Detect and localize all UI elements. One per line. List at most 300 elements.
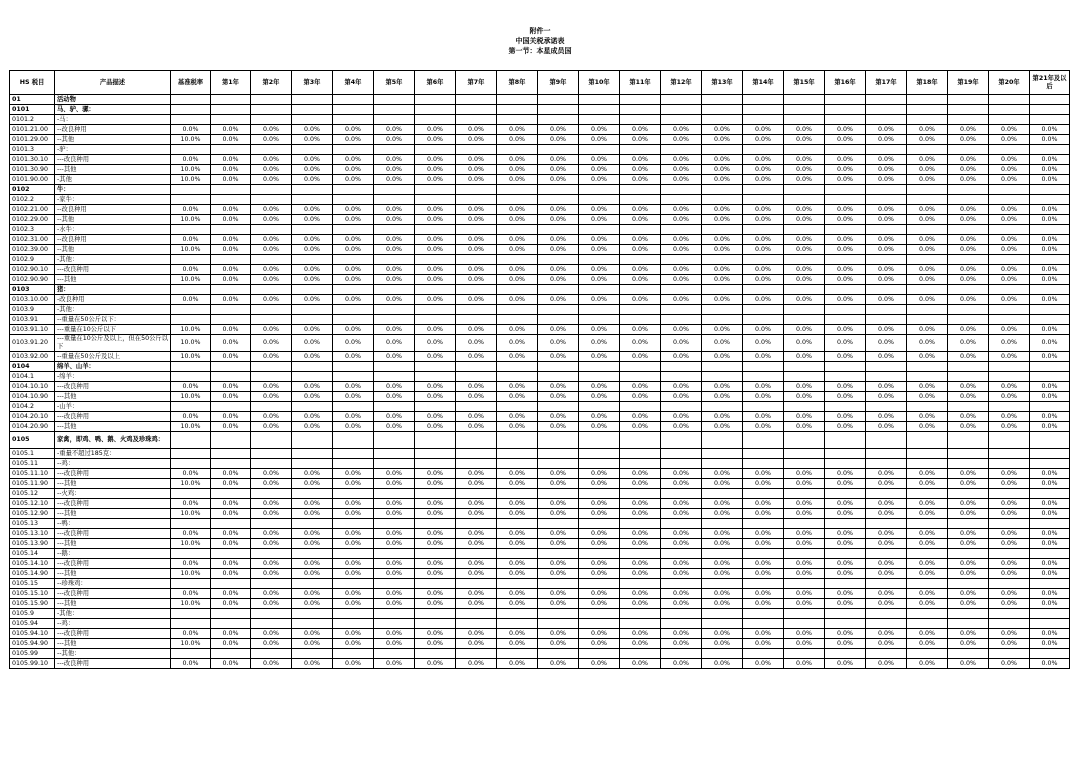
year-rate-cell xyxy=(743,315,784,325)
product-description-cell: ---其他 xyxy=(55,569,171,579)
year-rate-cell xyxy=(456,255,497,265)
year-rate-cell xyxy=(702,115,743,125)
year-rate-cell xyxy=(620,362,661,372)
column-header: 第12年 xyxy=(661,71,702,95)
year-rate-cell: 0.0% xyxy=(415,175,456,185)
year-rate-cell: 0.0% xyxy=(989,559,1030,569)
year-rate-cell xyxy=(538,255,579,265)
year-rate-cell: 0.0% xyxy=(661,639,702,649)
year-rate-cell: 0.0% xyxy=(579,559,620,569)
product-description-cell: ---其他 xyxy=(55,392,171,402)
year-rate-cell: 0.0% xyxy=(251,155,292,165)
year-rate-cell xyxy=(784,489,825,499)
year-rate-cell xyxy=(456,489,497,499)
year-rate-cell xyxy=(497,362,538,372)
year-rate-cell xyxy=(866,609,907,619)
year-rate-cell: 0.0% xyxy=(907,589,948,599)
base-rate-cell: 0.0% xyxy=(171,205,211,215)
year-rate-cell: 0.0% xyxy=(784,412,825,422)
year-rate-cell: 0.0% xyxy=(374,589,415,599)
year-rate-cell xyxy=(456,115,497,125)
year-rate-cell: 0.0% xyxy=(251,382,292,392)
year-rate-cell: 0.0% xyxy=(374,529,415,539)
year-rate-cell: 0.0% xyxy=(333,479,374,489)
year-rate-cell: 0.0% xyxy=(1030,295,1070,305)
table-row xyxy=(10,629,1070,639)
base-rate-cell: 10.0% xyxy=(171,639,211,649)
year-rate-cell xyxy=(866,519,907,529)
year-rate-cell xyxy=(538,185,579,195)
year-rate-cell xyxy=(620,305,661,315)
year-rate-cell xyxy=(292,315,333,325)
year-rate-cell: 0.0% xyxy=(251,589,292,599)
table-row xyxy=(10,175,1070,185)
year-rate-cell xyxy=(866,449,907,459)
year-rate-cell: 0.0% xyxy=(1030,539,1070,549)
year-rate-cell: 0.0% xyxy=(702,175,743,185)
year-rate-cell: 0.0% xyxy=(743,639,784,649)
year-rate-cell: 0.0% xyxy=(784,235,825,245)
base-rate-cell xyxy=(171,115,211,125)
table-row xyxy=(10,402,1070,412)
year-rate-cell: 0.0% xyxy=(374,205,415,215)
hs-code-cell: 0101.30.10 xyxy=(10,155,55,165)
year-rate-cell: 0.0% xyxy=(784,335,825,352)
year-rate-cell xyxy=(538,195,579,205)
year-rate-cell: 0.0% xyxy=(743,422,784,432)
year-rate-cell xyxy=(538,225,579,235)
year-rate-cell xyxy=(702,402,743,412)
year-rate-cell: 0.0% xyxy=(784,215,825,225)
year-rate-cell: 0.0% xyxy=(415,629,456,639)
product-description-cell: ---改良种用 xyxy=(55,155,171,165)
year-rate-cell xyxy=(743,285,784,295)
year-rate-cell xyxy=(538,459,579,469)
year-rate-cell: 0.0% xyxy=(620,659,661,669)
year-rate-cell xyxy=(620,619,661,629)
year-rate-cell xyxy=(907,579,948,589)
year-rate-cell xyxy=(620,402,661,412)
hs-code-cell: 0105.11.90 xyxy=(10,479,55,489)
product-description-cell: -家牛： xyxy=(55,195,171,205)
year-rate-cell xyxy=(825,402,866,412)
table-row xyxy=(10,315,1070,325)
year-rate-cell: 0.0% xyxy=(661,275,702,285)
year-rate-cell: 0.0% xyxy=(497,412,538,422)
year-rate-cell xyxy=(211,195,251,205)
year-rate-cell xyxy=(702,579,743,589)
year-rate-cell xyxy=(948,402,989,412)
year-rate-cell xyxy=(702,609,743,619)
year-rate-cell xyxy=(989,115,1030,125)
year-rate-cell: 0.0% xyxy=(538,469,579,479)
year-rate-cell: 0.0% xyxy=(374,382,415,392)
year-rate-cell xyxy=(251,609,292,619)
year-rate-cell: 0.0% xyxy=(538,275,579,285)
year-rate-cell: 0.0% xyxy=(251,529,292,539)
year-rate-cell: 0.0% xyxy=(497,529,538,539)
year-rate-cell: 0.0% xyxy=(784,392,825,402)
base-rate-cell xyxy=(171,255,211,265)
table-row xyxy=(10,165,1070,175)
year-rate-cell: 0.0% xyxy=(661,295,702,305)
table-row xyxy=(10,539,1070,549)
year-rate-cell: 0.0% xyxy=(743,155,784,165)
year-rate-cell: 0.0% xyxy=(1030,479,1070,489)
year-rate-cell: 0.0% xyxy=(456,469,497,479)
product-description-cell: ---改良种用 xyxy=(55,589,171,599)
year-rate-cell xyxy=(415,519,456,529)
year-rate-cell xyxy=(292,185,333,195)
year-rate-cell: 0.0% xyxy=(702,382,743,392)
year-rate-cell xyxy=(620,255,661,265)
year-rate-cell: 0.0% xyxy=(661,599,702,609)
year-rate-cell xyxy=(620,315,661,325)
year-rate-cell xyxy=(579,105,620,115)
year-rate-cell xyxy=(948,519,989,529)
year-rate-cell xyxy=(948,195,989,205)
year-rate-cell: 0.0% xyxy=(579,659,620,669)
hs-code-cell: 0105.15.90 xyxy=(10,599,55,609)
hs-code-cell: 0103.9 xyxy=(10,305,55,315)
table-row xyxy=(10,432,1070,449)
base-rate-cell xyxy=(171,195,211,205)
year-rate-cell: 0.0% xyxy=(333,529,374,539)
year-rate-cell: 0.0% xyxy=(456,589,497,599)
year-rate-cell: 0.0% xyxy=(1030,352,1070,362)
year-rate-cell xyxy=(661,225,702,235)
year-rate-cell: 0.0% xyxy=(702,589,743,599)
base-rate-cell: 10.0% xyxy=(171,539,211,549)
year-rate-cell: 0.0% xyxy=(579,335,620,352)
column-header: 第4年 xyxy=(333,71,374,95)
year-rate-cell: 0.0% xyxy=(211,469,251,479)
hs-code-cell: 0102.39.00 xyxy=(10,245,55,255)
year-rate-cell xyxy=(251,649,292,659)
year-rate-cell: 0.0% xyxy=(579,135,620,145)
table-body xyxy=(10,95,1070,669)
year-rate-cell: 0.0% xyxy=(825,335,866,352)
table-row xyxy=(10,459,1070,469)
year-rate-cell xyxy=(702,95,743,105)
year-rate-cell: 0.0% xyxy=(1030,382,1070,392)
year-rate-cell: 0.0% xyxy=(661,469,702,479)
year-rate-cell xyxy=(661,105,702,115)
product-description-cell: -绵羊： xyxy=(55,372,171,382)
year-rate-cell: 0.0% xyxy=(456,559,497,569)
year-rate-cell: 0.0% xyxy=(579,529,620,539)
year-rate-cell: 0.0% xyxy=(579,479,620,489)
year-rate-cell: 0.0% xyxy=(292,205,333,215)
year-rate-cell: 0.0% xyxy=(620,509,661,519)
year-rate-cell: 0.0% xyxy=(333,569,374,579)
year-rate-cell: 0.0% xyxy=(825,469,866,479)
year-rate-cell: 0.0% xyxy=(292,175,333,185)
year-rate-cell xyxy=(538,372,579,382)
year-rate-cell: 0.0% xyxy=(415,335,456,352)
year-rate-cell: 0.0% xyxy=(333,352,374,362)
year-rate-cell: 0.0% xyxy=(866,155,907,165)
year-rate-cell: 0.0% xyxy=(374,275,415,285)
year-rate-cell: 0.0% xyxy=(292,165,333,175)
product-description-cell: -其他： xyxy=(55,609,171,619)
year-rate-cell xyxy=(333,285,374,295)
year-rate-cell xyxy=(989,362,1030,372)
year-rate-cell: 0.0% xyxy=(948,155,989,165)
year-rate-cell xyxy=(374,225,415,235)
year-rate-cell: 0.0% xyxy=(251,135,292,145)
year-rate-cell: 0.0% xyxy=(456,569,497,579)
product-description-cell: ---改良种用 xyxy=(55,559,171,569)
year-rate-cell: 0.0% xyxy=(989,569,1030,579)
year-rate-cell: 0.0% xyxy=(948,559,989,569)
year-rate-cell: 0.0% xyxy=(211,539,251,549)
year-rate-cell: 0.0% xyxy=(292,125,333,135)
year-rate-cell: 0.0% xyxy=(251,499,292,509)
hs-code-cell: 0101 xyxy=(10,105,55,115)
year-rate-cell: 0.0% xyxy=(456,165,497,175)
year-rate-cell: 0.0% xyxy=(251,422,292,432)
year-rate-cell xyxy=(620,95,661,105)
table-row xyxy=(10,145,1070,155)
year-rate-cell: 0.0% xyxy=(1030,469,1070,479)
year-rate-cell xyxy=(948,305,989,315)
year-rate-cell: 0.0% xyxy=(415,295,456,305)
year-rate-cell xyxy=(211,579,251,589)
year-rate-cell: 0.0% xyxy=(579,569,620,579)
year-rate-cell: 0.0% xyxy=(825,539,866,549)
year-rate-cell xyxy=(292,372,333,382)
year-rate-cell: 0.0% xyxy=(538,589,579,599)
year-rate-cell: 0.0% xyxy=(702,599,743,609)
year-rate-cell: 0.0% xyxy=(1030,175,1070,185)
year-rate-cell: 0.0% xyxy=(456,215,497,225)
base-rate-cell: 10.0% xyxy=(171,275,211,285)
year-rate-cell: 0.0% xyxy=(661,205,702,215)
product-description-cell: 家禽，即鸡、鸭、鹅、火鸡及珍珠鸡： xyxy=(55,432,171,449)
year-rate-cell xyxy=(538,432,579,449)
year-rate-cell xyxy=(211,449,251,459)
year-rate-cell xyxy=(292,519,333,529)
year-rate-cell: 0.0% xyxy=(907,155,948,165)
year-rate-cell: 0.0% xyxy=(661,165,702,175)
year-rate-cell: 0.0% xyxy=(743,275,784,285)
year-rate-cell: 0.0% xyxy=(825,125,866,135)
product-description-cell: 活动物 xyxy=(55,95,171,105)
year-rate-cell xyxy=(907,372,948,382)
year-rate-cell: 0.0% xyxy=(251,295,292,305)
year-rate-cell xyxy=(497,195,538,205)
year-rate-cell: 0.0% xyxy=(579,599,620,609)
year-rate-cell xyxy=(948,105,989,115)
year-rate-cell: 0.0% xyxy=(538,599,579,609)
year-rate-cell: 0.0% xyxy=(497,479,538,489)
year-rate-cell: 0.0% xyxy=(211,412,251,422)
year-rate-cell: 0.0% xyxy=(251,559,292,569)
year-rate-cell xyxy=(661,255,702,265)
year-rate-cell xyxy=(538,145,579,155)
year-rate-cell xyxy=(333,195,374,205)
year-rate-cell: 0.0% xyxy=(661,499,702,509)
year-rate-cell: 0.0% xyxy=(415,599,456,609)
year-rate-cell xyxy=(948,315,989,325)
year-rate-cell xyxy=(702,619,743,629)
year-rate-cell: 0.0% xyxy=(866,509,907,519)
product-description-cell: --其他 xyxy=(55,135,171,145)
year-rate-cell xyxy=(948,95,989,105)
year-rate-cell xyxy=(1030,285,1070,295)
year-rate-cell: 0.0% xyxy=(743,629,784,639)
year-rate-cell xyxy=(825,105,866,115)
hs-code-cell: 0102.9 xyxy=(10,255,55,265)
year-rate-cell xyxy=(211,105,251,115)
year-rate-cell xyxy=(579,372,620,382)
year-rate-cell: 0.0% xyxy=(456,479,497,489)
year-rate-cell: 0.0% xyxy=(825,629,866,639)
year-rate-cell: 0.0% xyxy=(251,205,292,215)
year-rate-cell xyxy=(825,362,866,372)
year-rate-cell xyxy=(538,619,579,629)
year-rate-cell xyxy=(620,372,661,382)
year-rate-cell: 0.0% xyxy=(948,215,989,225)
year-rate-cell: 0.0% xyxy=(948,205,989,215)
year-rate-cell xyxy=(1030,549,1070,559)
year-rate-cell xyxy=(497,372,538,382)
year-rate-cell: 0.0% xyxy=(538,479,579,489)
year-rate-cell: 0.0% xyxy=(1030,509,1070,519)
year-rate-cell xyxy=(907,115,948,125)
year-rate-cell: 0.0% xyxy=(620,569,661,579)
year-rate-cell xyxy=(374,432,415,449)
year-rate-cell: 0.0% xyxy=(333,539,374,549)
year-rate-cell: 0.0% xyxy=(292,639,333,649)
year-rate-cell: 0.0% xyxy=(784,135,825,145)
year-rate-cell xyxy=(292,579,333,589)
year-rate-cell: 0.0% xyxy=(497,135,538,145)
year-rate-cell xyxy=(948,619,989,629)
year-rate-cell xyxy=(456,285,497,295)
year-rate-cell: 0.0% xyxy=(415,382,456,392)
year-rate-cell xyxy=(211,402,251,412)
hs-code-cell: 0104.20.90 xyxy=(10,422,55,432)
year-rate-cell xyxy=(251,489,292,499)
year-rate-cell: 0.0% xyxy=(211,265,251,275)
year-rate-cell: 0.0% xyxy=(251,479,292,489)
year-rate-cell xyxy=(579,315,620,325)
table-row xyxy=(10,325,1070,335)
year-rate-cell: 0.0% xyxy=(907,412,948,422)
year-rate-cell xyxy=(292,195,333,205)
year-rate-cell xyxy=(211,649,251,659)
year-rate-cell xyxy=(907,285,948,295)
year-rate-cell: 0.0% xyxy=(415,165,456,175)
product-description-cell: ---其他 xyxy=(55,599,171,609)
year-rate-cell xyxy=(579,225,620,235)
year-rate-cell xyxy=(211,519,251,529)
year-rate-cell: 0.0% xyxy=(743,392,784,402)
year-rate-cell: 0.0% xyxy=(784,559,825,569)
year-rate-cell: 0.0% xyxy=(866,629,907,639)
year-rate-cell xyxy=(866,489,907,499)
year-rate-cell xyxy=(292,489,333,499)
year-rate-cell xyxy=(579,449,620,459)
year-rate-cell: 0.0% xyxy=(825,235,866,245)
year-rate-cell xyxy=(497,432,538,449)
year-rate-cell: 0.0% xyxy=(907,245,948,255)
base-rate-cell: 0.0% xyxy=(171,529,211,539)
table-row xyxy=(10,115,1070,125)
year-rate-cell: 0.0% xyxy=(333,599,374,609)
year-rate-cell: 0.0% xyxy=(907,295,948,305)
year-rate-cell xyxy=(251,432,292,449)
year-rate-cell: 0.0% xyxy=(743,539,784,549)
product-description-cell: ---改良种用 xyxy=(55,382,171,392)
year-rate-cell xyxy=(456,609,497,619)
base-rate-cell: 10.0% xyxy=(171,479,211,489)
year-rate-cell xyxy=(415,105,456,115)
hs-code-cell: 0105.13 xyxy=(10,519,55,529)
year-rate-cell: 0.0% xyxy=(374,235,415,245)
table-row xyxy=(10,422,1070,432)
year-rate-cell xyxy=(784,449,825,459)
hs-code-cell: 0104.10.10 xyxy=(10,382,55,392)
year-rate-cell xyxy=(415,305,456,315)
year-rate-cell: 0.0% xyxy=(620,499,661,509)
base-rate-cell xyxy=(171,459,211,469)
year-rate-cell: 0.0% xyxy=(333,215,374,225)
year-rate-cell: 0.0% xyxy=(866,529,907,539)
year-rate-cell: 0.0% xyxy=(374,335,415,352)
year-rate-cell: 0.0% xyxy=(497,165,538,175)
year-rate-cell xyxy=(374,255,415,265)
year-rate-cell: 0.0% xyxy=(1030,422,1070,432)
year-rate-cell xyxy=(866,305,907,315)
year-rate-cell xyxy=(497,489,538,499)
year-rate-cell xyxy=(456,185,497,195)
year-rate-cell xyxy=(497,519,538,529)
year-rate-cell: 0.0% xyxy=(374,639,415,649)
year-rate-cell: 0.0% xyxy=(907,382,948,392)
year-rate-cell xyxy=(292,549,333,559)
year-rate-cell: 0.0% xyxy=(333,295,374,305)
base-rate-cell xyxy=(171,372,211,382)
year-rate-cell xyxy=(374,549,415,559)
year-rate-cell: 0.0% xyxy=(497,125,538,135)
column-header: 第10年 xyxy=(579,71,620,95)
year-rate-cell: 0.0% xyxy=(456,265,497,275)
base-rate-cell xyxy=(171,95,211,105)
year-rate-cell: 0.0% xyxy=(989,539,1030,549)
table-row xyxy=(10,579,1070,589)
year-rate-cell: 0.0% xyxy=(251,599,292,609)
year-rate-cell xyxy=(948,649,989,659)
year-rate-cell xyxy=(538,579,579,589)
product-description-cell: -马： xyxy=(55,115,171,125)
column-header: 第9年 xyxy=(538,71,579,95)
year-rate-cell: 0.0% xyxy=(825,529,866,539)
year-rate-cell: 0.0% xyxy=(538,215,579,225)
year-rate-cell: 0.0% xyxy=(989,629,1030,639)
base-rate-cell xyxy=(171,549,211,559)
year-rate-cell: 0.0% xyxy=(415,659,456,669)
year-rate-cell: 0.0% xyxy=(251,639,292,649)
year-rate-cell: 0.0% xyxy=(661,629,702,639)
table-row xyxy=(10,205,1070,215)
year-rate-cell xyxy=(907,362,948,372)
year-rate-cell: 0.0% xyxy=(948,529,989,539)
year-rate-cell xyxy=(620,145,661,155)
base-rate-cell xyxy=(171,315,211,325)
